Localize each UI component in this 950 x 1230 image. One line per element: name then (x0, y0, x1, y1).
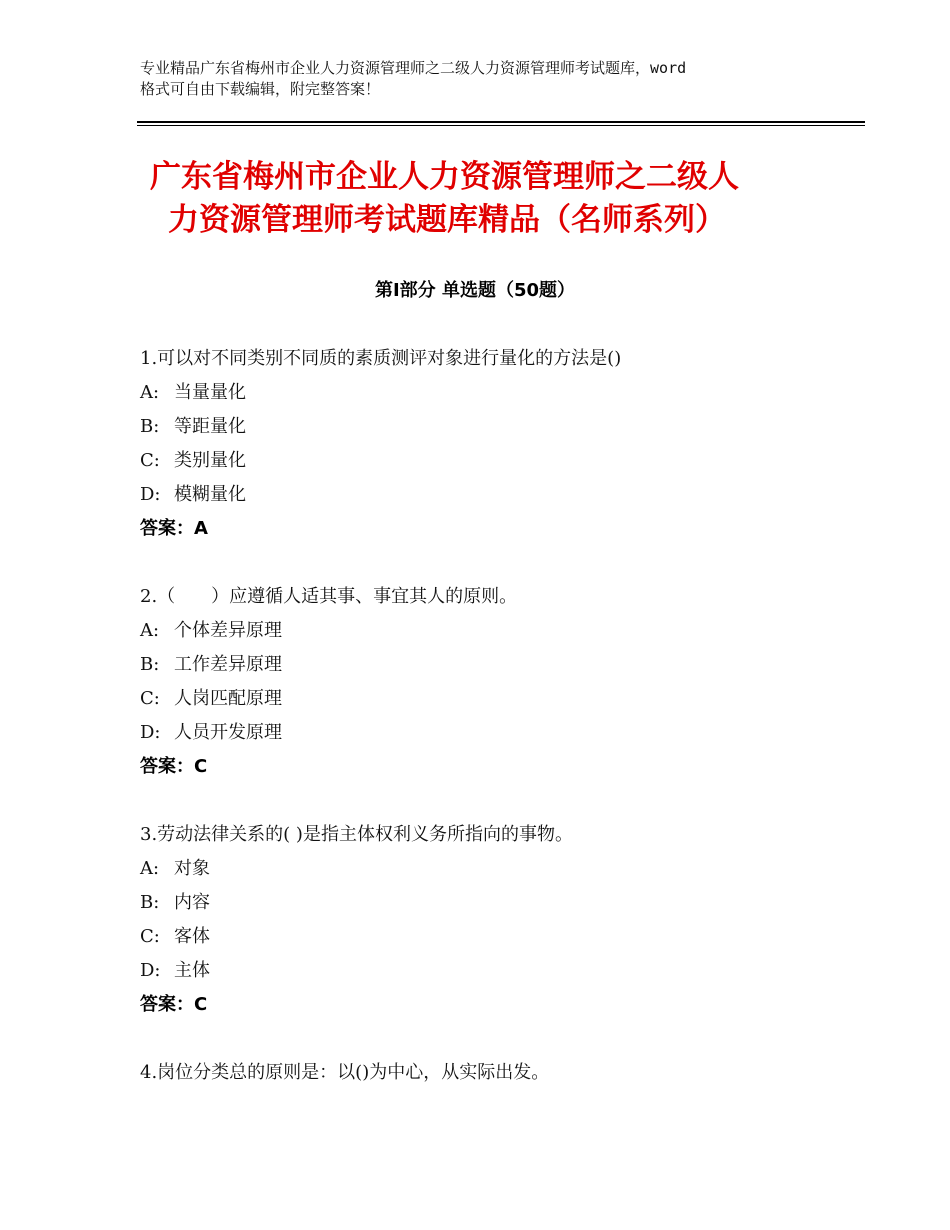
option-d (140, 716, 860, 750)
option-c (140, 920, 860, 954)
option-text: 对象 (174, 858, 210, 879)
option-text: 个体差异原理 (174, 620, 282, 641)
option-key: A: (140, 382, 160, 403)
question-stem: 1.可以对不同类别不同质的素质测评对象进行量化的方法是() (140, 348, 622, 369)
option-b (140, 648, 860, 682)
option-key: B: (140, 892, 160, 913)
option-text: 模糊量化 (174, 484, 246, 505)
header-note-line-1: 专业精品广东省梅州市企业人力资源管理师之二级人力资源管理师考试题库，word (140, 59, 687, 77)
option-text: 类别量化 (174, 450, 246, 471)
answer-label: 答案：C (140, 994, 208, 1015)
question-2 (140, 580, 860, 784)
question-stem: 3.劳动法律关系的( )是指主体权利义务所指向的事物。 (140, 824, 573, 845)
option-a (140, 852, 860, 886)
question-4 (140, 1056, 860, 1090)
option-text: 当量量化 (174, 382, 246, 403)
question-3 (140, 818, 860, 1022)
option-key: D: (140, 722, 161, 743)
option-text: 内容 (174, 892, 210, 913)
option-a (140, 614, 860, 648)
option-text: 工作差异原理 (174, 654, 282, 675)
document-title (150, 156, 830, 242)
option-key: C: (140, 450, 160, 471)
option-key: D: (140, 960, 161, 981)
question-stem: 4.岗位分类总的原则是：以()为中心，从实际出发。 (140, 1062, 550, 1083)
question-1 (140, 342, 860, 546)
option-key: B: (140, 416, 160, 437)
option-a (140, 376, 860, 410)
document-title-line-1: 广东省梅州市企业人力资源管理师之二级人 (150, 159, 739, 195)
option-key: A: (140, 858, 160, 879)
option-text: 客体 (174, 926, 210, 947)
option-c (140, 444, 860, 478)
option-key: D: (140, 484, 161, 505)
answer-label: 答案：C (140, 756, 208, 777)
document-title-line-2: 力资源管理师考试题库精品（名师系列） (168, 202, 726, 238)
option-key: B: (140, 654, 160, 675)
option-b (140, 410, 860, 444)
option-key: A: (140, 620, 160, 641)
option-key: C: (140, 688, 160, 709)
question-stem: 2.（ ）应遵循人适其事、事宜其人的原则。 (140, 586, 518, 607)
question-list (140, 342, 860, 1124)
option-d (140, 478, 860, 512)
option-text: 主体 (174, 960, 210, 981)
answer-label: 答案：A (140, 518, 208, 539)
option-key: C: (140, 926, 160, 947)
option-text: 人岗匹配原理 (174, 688, 282, 709)
option-text: 等距量化 (174, 416, 246, 437)
header-divider-thick (137, 121, 865, 123)
option-c (140, 682, 860, 716)
header-divider-thin (137, 125, 865, 126)
header-note (140, 58, 830, 100)
header-note-line-2: 格式可自由下载编辑，附完整答案！ (140, 80, 381, 98)
section-heading: 第Ⅰ部分 单选题（50题） (374, 280, 575, 301)
option-b (140, 886, 860, 920)
option-d (140, 954, 860, 988)
option-text: 人员开发原理 (174, 722, 282, 743)
